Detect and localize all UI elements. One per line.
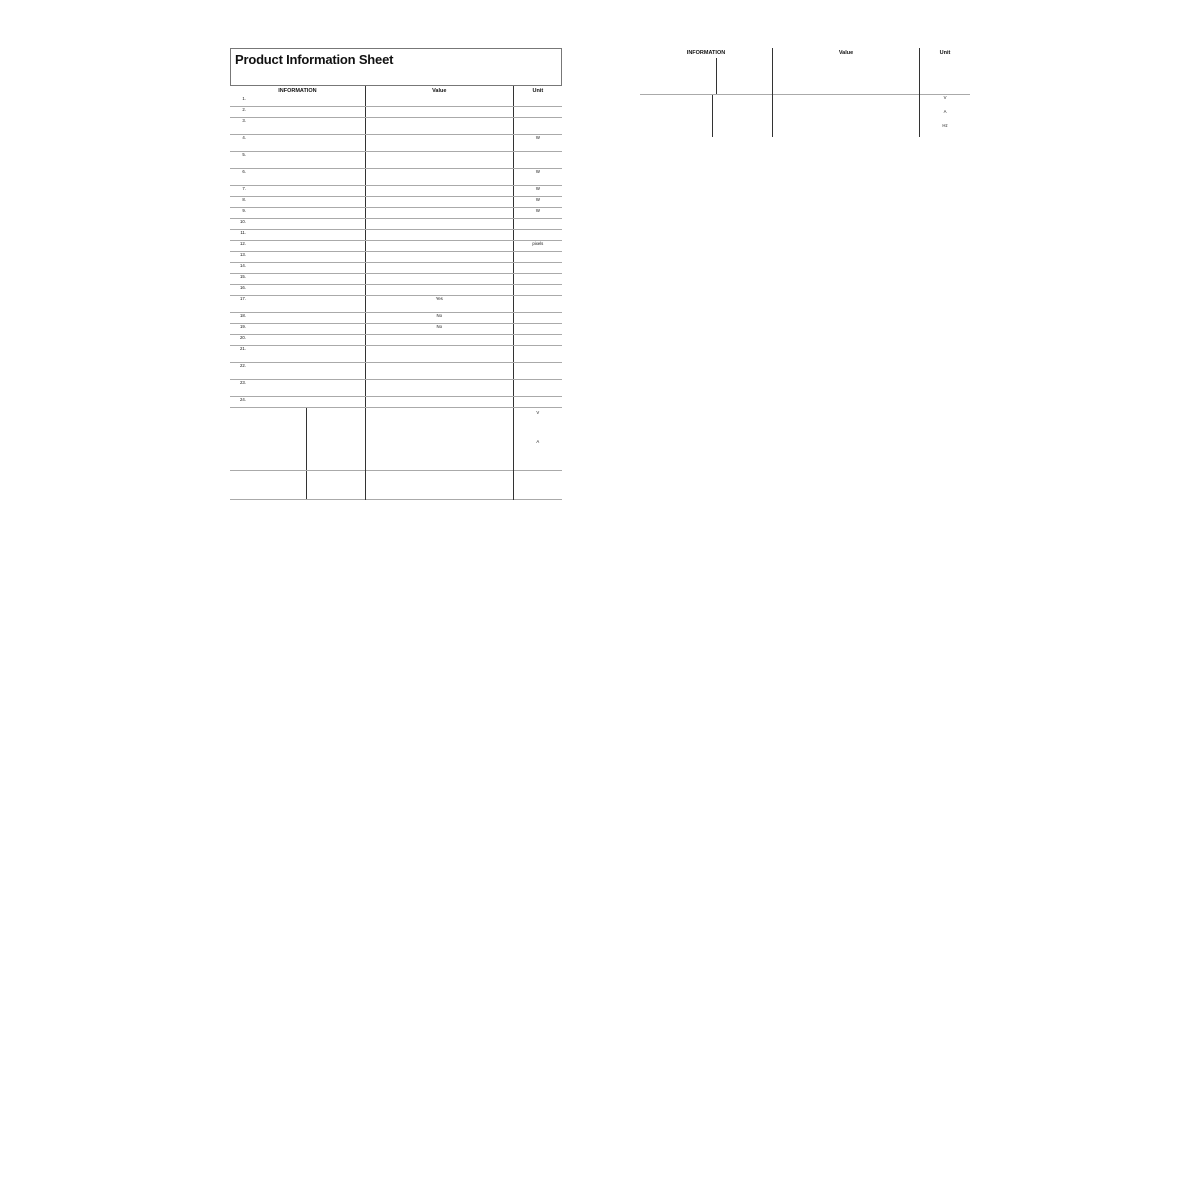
table-row: [230, 152, 562, 169]
table-row: [230, 380, 562, 397]
row-unit: [513, 219, 562, 230]
row-unit: [513, 346, 562, 363]
table-row: [230, 241, 562, 252]
table-row: [230, 252, 562, 263]
table-row: [230, 263, 562, 274]
header-unit: Unit: [532, 88, 544, 94]
row-number: 3.: [242, 118, 246, 123]
table-row: [230, 107, 562, 118]
table-row: [230, 285, 562, 296]
psu-label: [230, 408, 307, 470]
row-number: 17.: [240, 296, 246, 301]
row-unit: W: [513, 135, 562, 152]
row-label-text: [713, 109, 717, 123]
table-row: [230, 397, 562, 408]
row-number: 24.: [240, 397, 246, 402]
table-row: [640, 109, 970, 123]
row-value: No: [365, 313, 513, 324]
row-value: [365, 346, 513, 363]
row-value: No: [365, 324, 513, 335]
row-value: [365, 363, 513, 380]
psu-unit: V: [536, 409, 540, 415]
row-label: [230, 263, 365, 274]
row-unit: [513, 397, 562, 408]
table-row: [230, 169, 562, 186]
row-label: [230, 274, 365, 285]
row-unit: W: [513, 169, 562, 186]
table-row: [230, 296, 562, 313]
row-number: 13.: [240, 252, 246, 257]
psu-sub-labels: [307, 471, 365, 499]
row-unit: [513, 324, 562, 335]
row-number: 18.: [240, 313, 246, 318]
row-unit: [513, 152, 562, 169]
row-label: [230, 135, 365, 152]
row-label: [230, 346, 365, 363]
row-unit: [513, 363, 562, 380]
table-row: [230, 274, 562, 285]
row-value: [365, 380, 513, 397]
row-value: [365, 397, 513, 408]
title-box: [230, 48, 562, 86]
row-number: 12.: [240, 241, 246, 246]
psu-continued-label: [640, 58, 717, 94]
row-value: [365, 230, 513, 241]
row-unit: [513, 335, 562, 346]
row-number: 2.: [242, 107, 246, 112]
psu-unit: [513, 471, 562, 500]
row-label: [230, 219, 365, 230]
row-value: [365, 274, 513, 285]
row-unit: A: [943, 109, 947, 114]
row-number: 9.: [242, 208, 246, 213]
row-label: [230, 397, 365, 408]
row-number: 10.: [240, 219, 246, 224]
row-label: [230, 208, 365, 219]
row-number: 1.: [242, 96, 246, 101]
row-value: [365, 107, 513, 118]
row-label: [230, 186, 365, 197]
row-number: 21.: [240, 346, 246, 351]
row-unit: [513, 107, 562, 118]
table-row: [230, 96, 562, 107]
psu-unit: A: [536, 438, 540, 444]
row-value: [365, 335, 513, 346]
header-value: Value: [773, 48, 920, 58]
row-label-text: [713, 95, 717, 109]
row-number: 5.: [242, 152, 246, 157]
row-value: [365, 186, 513, 197]
row-value: Yes: [365, 296, 513, 313]
product-info-table: [230, 86, 562, 500]
row-unit: [513, 263, 562, 274]
page-1: [230, 48, 562, 500]
psu-sub-labels: [307, 408, 365, 470]
table-row: [230, 346, 562, 363]
row-number: 15.: [240, 274, 246, 279]
row-label: [230, 313, 365, 324]
row-unit: [513, 380, 562, 397]
psu-label: [230, 471, 307, 499]
row-unit: pixels: [513, 241, 562, 252]
header-unit: Unit: [939, 50, 951, 56]
row-label: [230, 197, 365, 208]
row-unit: [513, 230, 562, 241]
row-unit: [513, 313, 562, 324]
row-value: [365, 252, 513, 263]
row-number: 6.: [242, 169, 246, 174]
table-row: [640, 95, 970, 110]
row-unit: [513, 274, 562, 285]
row-unit: [513, 118, 562, 135]
header-information: INFORMATION: [230, 86, 365, 96]
row-label: [230, 252, 365, 263]
row-number: 22.: [240, 363, 246, 368]
table-row: [230, 118, 562, 135]
psu-row: [230, 471, 562, 500]
table-row: [230, 186, 562, 197]
row-label: [230, 230, 365, 241]
row-label: [230, 285, 365, 296]
row-unit: W: [513, 186, 562, 197]
row-value: [365, 263, 513, 274]
row-value: [365, 241, 513, 252]
header-value: Value: [365, 86, 513, 96]
row-unit: W: [513, 208, 562, 219]
row-value: [365, 152, 513, 169]
row-label: [230, 296, 365, 313]
table-row: [230, 230, 562, 241]
row-label: [230, 96, 365, 107]
table-row: [640, 123, 970, 137]
row-number: 4.: [242, 135, 246, 140]
table-row: [230, 324, 562, 335]
row-number: 23.: [240, 380, 246, 385]
row-label: [230, 380, 365, 397]
table-row: [230, 197, 562, 208]
row-value: [365, 169, 513, 186]
row-value: [365, 219, 513, 230]
row-label: [230, 324, 365, 335]
row-number: 8.: [242, 197, 246, 202]
row-value: [365, 197, 513, 208]
row-label: [230, 241, 365, 252]
table-row: [230, 208, 562, 219]
table-row: [230, 335, 562, 346]
page-2: [640, 48, 970, 137]
row-number: 19.: [240, 324, 246, 329]
table-row: [230, 363, 562, 380]
row-label: [230, 118, 365, 135]
row-unit: Hz: [942, 123, 948, 128]
row-value: [365, 96, 513, 107]
table-row: [230, 219, 562, 230]
row-value: [365, 208, 513, 219]
row-label: [230, 107, 365, 118]
table-row: [230, 135, 562, 152]
table-row: [230, 313, 562, 324]
row-number: 11.: [240, 230, 246, 235]
row-number: 20.: [240, 335, 246, 340]
row-label: [230, 363, 365, 380]
header-information: INFORMATION: [640, 48, 773, 58]
row-value: [365, 118, 513, 135]
row-value: [365, 285, 513, 296]
row-label: [230, 169, 365, 186]
row-number: 14.: [240, 263, 246, 268]
row-unit: [513, 285, 562, 296]
row-label: [230, 152, 365, 169]
row-number: 7.: [242, 186, 246, 191]
row-number: 16.: [240, 285, 246, 290]
row-unit: V: [943, 95, 947, 100]
row-label: [230, 335, 365, 346]
row-label-text: [713, 123, 717, 137]
page-title: Product Information Sheet: [235, 52, 394, 67]
product-info-table-continued: [640, 48, 970, 137]
row-unit: [513, 252, 562, 263]
row-unit: [513, 296, 562, 313]
row-value: [365, 135, 513, 152]
row-unit: [513, 96, 562, 107]
row-unit: W: [513, 197, 562, 208]
